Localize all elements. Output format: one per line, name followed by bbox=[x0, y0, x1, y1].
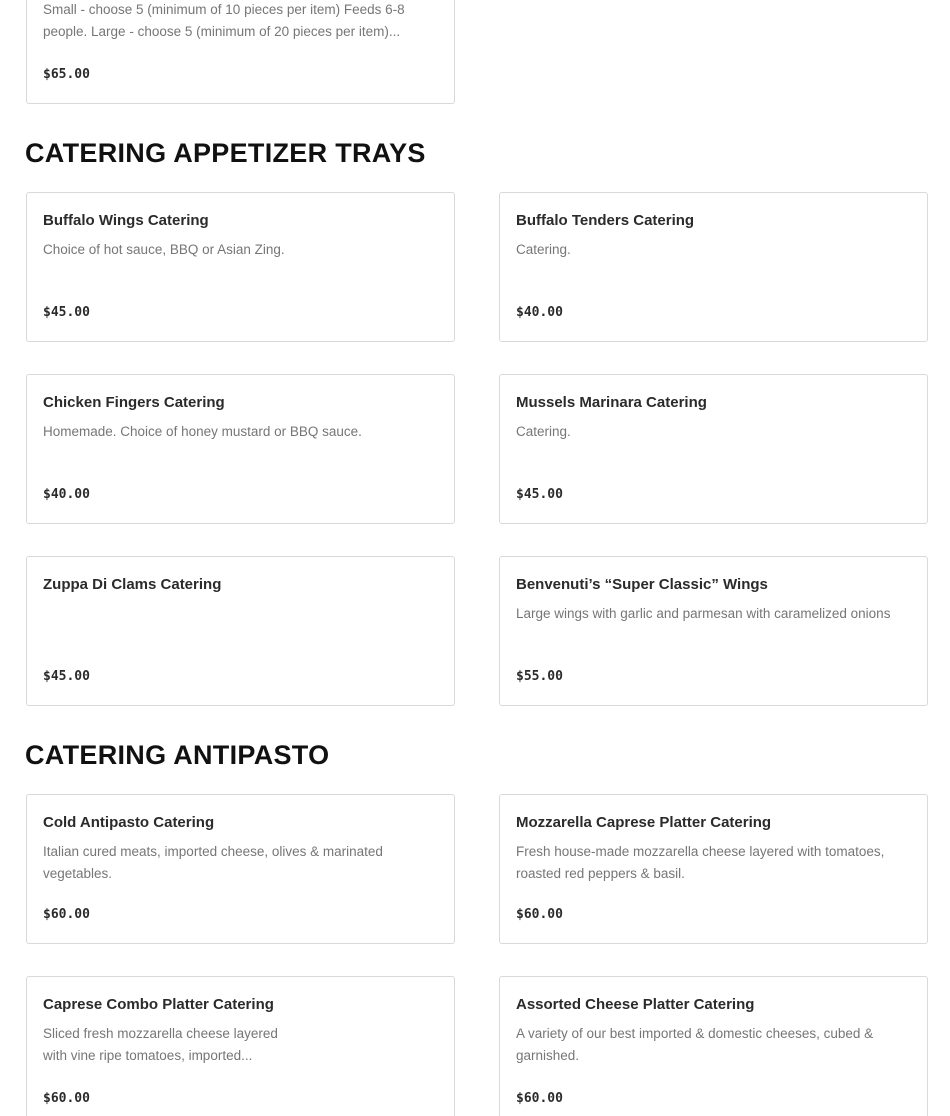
menu-item-card[interactable] bbox=[26, 556, 455, 706]
menu-item-price: $65.00 bbox=[43, 67, 90, 82]
section-title-appetizer-trays: CATERING APPETIZER TRAYS bbox=[25, 138, 426, 168]
menu-item-description: Large wings with garlic and parmesan with caramelized onions bbox=[516, 606, 891, 621]
menu-item-name: Benvenuti’s “Super Classic” Wings bbox=[516, 576, 768, 593]
menu-item-description: Small - choose 5 (minimum of 10 pieces per item) Feeds 6-8 people. Large - choose 5 (minimum of 20 pieces per item)... bbox=[43, 2, 405, 39]
menu-item-description: Catering. bbox=[516, 424, 571, 439]
menu-item-price: $60.00 bbox=[43, 907, 90, 922]
menu-item-price: $60.00 bbox=[516, 907, 563, 922]
menu-item-card[interactable] bbox=[26, 794, 455, 944]
menu-item-name: Mozzarella Caprese Platter Catering bbox=[516, 814, 772, 831]
menu-item-name: Buffalo Tenders Catering bbox=[516, 212, 695, 229]
menu-item-description: A variety of our best imported & domestic cheeses, cubed & garnished. bbox=[516, 1026, 874, 1063]
menu-item-price: $40.00 bbox=[43, 487, 90, 502]
menu-item-name: Assorted Cheese Platter Catering bbox=[516, 996, 755, 1013]
menu-item-description: Sliced fresh mozzarella cheese layered with vine ripe tomatoes, imported... bbox=[43, 1026, 278, 1063]
menu-item-name: Zuppa Di Clams Catering bbox=[43, 576, 222, 593]
menu-item-description: Fresh house-made mozzarella cheese layered with tomatoes, roasted red peppers & basil. bbox=[516, 844, 885, 881]
menu-item-name: Caprese Combo Platter Catering bbox=[43, 996, 274, 1013]
menu-item-card[interactable] bbox=[26, 374, 455, 524]
menu-item-price: $45.00 bbox=[43, 669, 90, 684]
menu-item-price: $60.00 bbox=[43, 1091, 90, 1106]
menu-item-price: $45.00 bbox=[43, 305, 90, 320]
menu-item-description: Catering. bbox=[516, 242, 571, 257]
menu-item-card[interactable] bbox=[499, 192, 928, 342]
menu-item-price: $45.00 bbox=[516, 487, 563, 502]
menu-item-card-partial[interactable] bbox=[26, 0, 455, 104]
section-title-antipasto: CATERING ANTIPASTO bbox=[25, 740, 330, 770]
menu-item-name: Chicken Fingers Catering bbox=[43, 394, 225, 411]
menu-item-description: Homemade. Choice of honey mustard or BBQ sauce. bbox=[43, 424, 362, 439]
menu-item-card[interactable] bbox=[499, 794, 928, 944]
menu-item-card[interactable] bbox=[499, 976, 928, 1116]
menu-item-name: Cold Antipasto Catering bbox=[43, 814, 215, 831]
menu-item-card[interactable] bbox=[26, 976, 455, 1116]
menu-item-card[interactable] bbox=[499, 374, 928, 524]
menu-item-name: Buffalo Wings Catering bbox=[43, 212, 209, 229]
menu-item-description: Choice of hot sauce, BBQ or Asian Zing. bbox=[43, 242, 285, 257]
menu-item-description: Italian cured meats, imported cheese, olives & marinated vegetables. bbox=[43, 844, 383, 881]
menu-item-price: $55.00 bbox=[516, 669, 563, 684]
menu-item-price: $60.00 bbox=[516, 1091, 563, 1106]
menu-item-name: Mussels Marinara Catering bbox=[516, 394, 707, 411]
menu-item-card[interactable] bbox=[499, 556, 928, 706]
menu-item-price: $40.00 bbox=[516, 305, 563, 320]
menu-item-card[interactable] bbox=[26, 192, 455, 342]
